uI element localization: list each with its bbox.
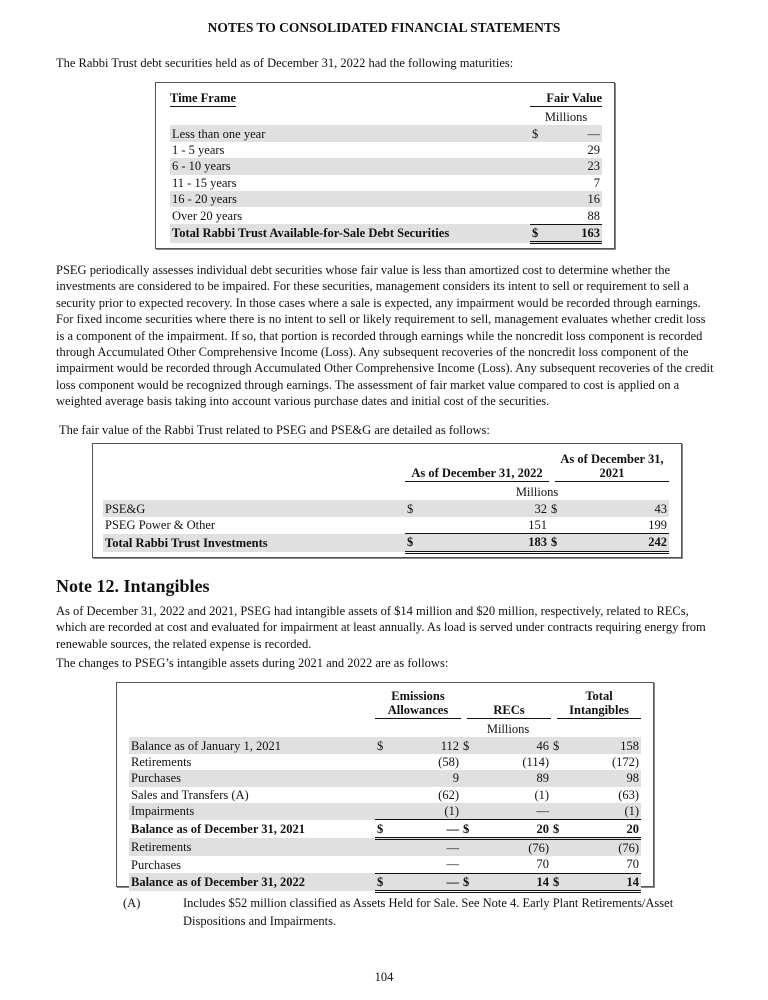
unit-label: Millions bbox=[544, 110, 588, 125]
page-title: NOTES TO CONSOLIDATED FINANCIAL STATEMENTS bbox=[207, 20, 561, 35]
column-header-label: As of December 31, 2022 bbox=[405, 466, 549, 482]
row-value: 46 bbox=[481, 737, 551, 753]
currency-symbol bbox=[461, 838, 481, 856]
currency-symbol: $ bbox=[549, 534, 569, 552]
row-value: 112 bbox=[395, 737, 461, 753]
table-row bbox=[129, 838, 641, 856]
currency-symbol: $ bbox=[461, 873, 481, 891]
row-value: — bbox=[395, 856, 461, 873]
table-row bbox=[170, 175, 602, 191]
row-label: Purchases bbox=[131, 857, 181, 872]
row-label: Total Rabbi Trust Investments bbox=[103, 534, 405, 552]
row-value: (1) bbox=[395, 803, 461, 820]
table-row bbox=[103, 517, 669, 534]
row-value: 14 bbox=[571, 873, 641, 891]
column-header-label: RECs bbox=[467, 703, 551, 719]
row-value: — bbox=[395, 873, 461, 891]
column-header-label: Emissions Allowances bbox=[375, 689, 461, 719]
row-label: Less than one year bbox=[170, 125, 530, 141]
table-row bbox=[129, 856, 641, 873]
currency-symbol bbox=[530, 191, 552, 207]
row-label: 1 - 5 years bbox=[172, 142, 225, 157]
currency-symbol bbox=[461, 856, 481, 873]
row-value: (172) bbox=[611, 754, 640, 769]
fair-value-intro: The fair value of the Rabbi Trust related to PSEG and PSE&G are detailed as follows: bbox=[59, 423, 490, 437]
currency-symbol: $ bbox=[549, 500, 569, 516]
row-value: (76) bbox=[571, 838, 641, 856]
row-value: (76) bbox=[481, 838, 551, 856]
row-value: 20 bbox=[571, 820, 641, 838]
row-label: 11 - 15 years bbox=[172, 175, 237, 190]
note-12-heading: Note 12. Intangibles bbox=[56, 576, 210, 596]
row-value: 7 bbox=[593, 175, 600, 190]
currency-symbol bbox=[530, 142, 552, 158]
row-value: 163 bbox=[552, 224, 602, 242]
row-value: 98 bbox=[571, 770, 641, 786]
impairment-paragraph: PSEG periodically assesses individual debt securities whose fair value is less than amortized cost to determine whether the investments are considered to be impaired. For these securities, management considers its intent to sell or requirement to sell a security prior to expected recovery. In those cases where a sale is expected, any impairment would be recorded through earnings. For fixed income securities where there is no intent to sell or likely requirement to sell, management evaluates whether credit loss is a component of the impairment. If so, that portion is recorded through earnings while the noncredit loss component is recorded through Accumulated Other Comprehensive Income (Loss). Any subsequent recoveries of the noncredit loss component of the impairment would be recorded through Accumulated Other Comprehensive Income (Loss). Any subsequent recoveries of the credit loss component would be recognized through earnings. The assessment of fair market value compared to cost is applied on a weighted average basis taking into account various purchase dates and initial cost of the securities. bbox=[56, 263, 714, 409]
row-label: PSE&G bbox=[103, 500, 405, 516]
col-fair-value: Fair Value bbox=[530, 91, 602, 107]
currency-symbol: $ bbox=[405, 500, 425, 516]
row-value: (1) bbox=[571, 803, 641, 820]
currency-symbol bbox=[530, 158, 552, 174]
column-header-2 bbox=[551, 689, 641, 721]
row-value: 14 bbox=[481, 873, 551, 891]
row-value: 70 bbox=[571, 856, 641, 873]
maturities-table-box bbox=[155, 82, 615, 249]
table-row bbox=[129, 787, 641, 803]
column-header-label: As of December 31, 2021 bbox=[555, 452, 669, 482]
currency-symbol bbox=[551, 754, 571, 770]
unit-label: Millions bbox=[486, 722, 530, 737]
currency-symbol bbox=[375, 754, 395, 770]
currency-symbol: $ bbox=[551, 820, 571, 838]
table-row bbox=[170, 191, 602, 207]
table-row bbox=[170, 224, 602, 242]
intangibles-changes-intro: The changes to PSEG’s intangible assets during 2021 and 2022 are as follows: bbox=[56, 656, 449, 670]
row-label: PSEG Power & Other bbox=[105, 518, 216, 533]
table-row bbox=[129, 803, 641, 820]
row-label: Purchases bbox=[129, 770, 375, 786]
currency-symbol: $ bbox=[461, 820, 481, 838]
row-value: — bbox=[395, 820, 461, 838]
column-header-1 bbox=[461, 689, 551, 721]
table-row bbox=[103, 500, 669, 516]
row-label: Total Rabbi Trust Available-for-Sale Debt Securities bbox=[170, 224, 530, 242]
row-value: 32 bbox=[425, 500, 549, 516]
row-value: 199 bbox=[648, 517, 667, 532]
currency-symbol bbox=[530, 175, 552, 191]
table-row bbox=[170, 142, 602, 158]
table-row bbox=[170, 125, 602, 141]
row-value: — bbox=[395, 838, 461, 856]
currency-symbol bbox=[549, 517, 569, 534]
row-label: Balance as of December 31, 2021 bbox=[131, 822, 306, 837]
row-value: 23 bbox=[552, 158, 602, 174]
column-header-0 bbox=[375, 689, 461, 721]
row-label: 6 - 10 years bbox=[170, 158, 530, 174]
currency-symbol bbox=[461, 754, 481, 770]
row-value: (58) bbox=[438, 754, 459, 769]
row-label: 16 - 20 years bbox=[170, 191, 530, 207]
currency-symbol bbox=[461, 787, 481, 803]
row-value: 88 bbox=[587, 208, 600, 223]
col-time-frame: Time Frame bbox=[170, 91, 237, 105]
table-row bbox=[129, 754, 641, 770]
currency-symbol bbox=[375, 838, 395, 856]
row-label: Retirements bbox=[129, 838, 375, 856]
currency-symbol bbox=[551, 838, 571, 856]
row-value: 151 bbox=[528, 517, 547, 532]
column-header-1 bbox=[549, 452, 669, 484]
table-row bbox=[129, 770, 641, 786]
table-row bbox=[129, 820, 641, 838]
unit-label: Millions bbox=[515, 485, 559, 500]
row-value: 89 bbox=[481, 770, 551, 786]
table-row bbox=[170, 207, 602, 224]
rabbi-trust-table bbox=[103, 452, 669, 554]
row-value: 70 bbox=[481, 856, 551, 873]
table-row bbox=[129, 737, 641, 753]
currency-symbol: $ bbox=[551, 873, 571, 891]
rabbi-trust-table-box bbox=[92, 443, 682, 558]
footnote-text: Includes $52 million classified as Assets Held for Sale. See Note 4. Early Plant Retirements/Asset Dispositions and Impairments. bbox=[183, 896, 674, 928]
currency-symbol: $ bbox=[375, 737, 395, 753]
row-label: Over 20 years bbox=[172, 208, 243, 223]
row-value: (62) bbox=[438, 787, 459, 802]
currency-symbol bbox=[405, 517, 425, 534]
footnote-marker: (A) bbox=[123, 896, 141, 910]
row-value: — bbox=[552, 125, 602, 141]
currency-symbol bbox=[551, 770, 571, 786]
currency-symbol: $ bbox=[375, 873, 395, 891]
row-value: 242 bbox=[569, 534, 669, 552]
row-value: 43 bbox=[569, 500, 669, 516]
row-value: 16 bbox=[552, 191, 602, 207]
row-label: Impairments bbox=[129, 803, 375, 820]
currency-symbol: $ bbox=[551, 737, 571, 753]
row-label: Retirements bbox=[131, 754, 192, 769]
currency-symbol: $ bbox=[530, 224, 552, 242]
currency-symbol bbox=[375, 856, 395, 873]
row-label: Balance as of December 31, 2022 bbox=[129, 873, 375, 891]
intangibles-table bbox=[129, 689, 641, 893]
currency-symbol: $ bbox=[375, 820, 395, 838]
row-value: 9 bbox=[395, 770, 461, 786]
row-value: 20 bbox=[481, 820, 551, 838]
currency-symbol bbox=[375, 787, 395, 803]
column-header-0 bbox=[405, 452, 549, 484]
row-value: 158 bbox=[571, 737, 641, 753]
currency-symbol: $ bbox=[530, 125, 552, 141]
currency-symbol bbox=[375, 770, 395, 786]
row-value: 29 bbox=[587, 142, 600, 157]
currency-symbol: $ bbox=[405, 534, 425, 552]
currency-symbol bbox=[461, 770, 481, 786]
row-value: (114) bbox=[522, 754, 550, 769]
currency-symbol bbox=[551, 803, 571, 820]
row-value: 183 bbox=[425, 534, 549, 552]
currency-symbol bbox=[530, 207, 552, 224]
row-label: Sales and Transfers (A) bbox=[131, 787, 249, 802]
table-row bbox=[103, 534, 669, 552]
row-value: (1) bbox=[534, 787, 550, 802]
intro-text: The Rabbi Trust debt securities held as of December 31, 2022 had the following maturities: bbox=[56, 56, 514, 70]
column-header-label: Total Intangibles bbox=[557, 689, 641, 719]
currency-symbol bbox=[461, 803, 481, 820]
table-row bbox=[170, 158, 602, 174]
row-value: (63) bbox=[618, 787, 640, 802]
row-label: Balance as of January 1, 2021 bbox=[129, 737, 375, 753]
table-row bbox=[129, 873, 641, 891]
currency-symbol: $ bbox=[461, 737, 481, 753]
currency-symbol bbox=[375, 803, 395, 820]
currency-symbol bbox=[551, 787, 571, 803]
intangibles-paragraph: As of December 31, 2022 and 2021, PSEG had intangible assets of $14 million and $20 million, respectively, related to RECs, which are recorded at cost and evaluated for impairment at least annually. As load is served under contracts requiring energy from renewable sources, the related expense is recorded. bbox=[56, 604, 706, 651]
page-number: 104 bbox=[374, 970, 394, 984]
currency-symbol bbox=[551, 856, 571, 873]
row-value: — bbox=[481, 803, 551, 820]
maturities-table bbox=[170, 91, 602, 244]
intangibles-table-box bbox=[116, 682, 654, 890]
